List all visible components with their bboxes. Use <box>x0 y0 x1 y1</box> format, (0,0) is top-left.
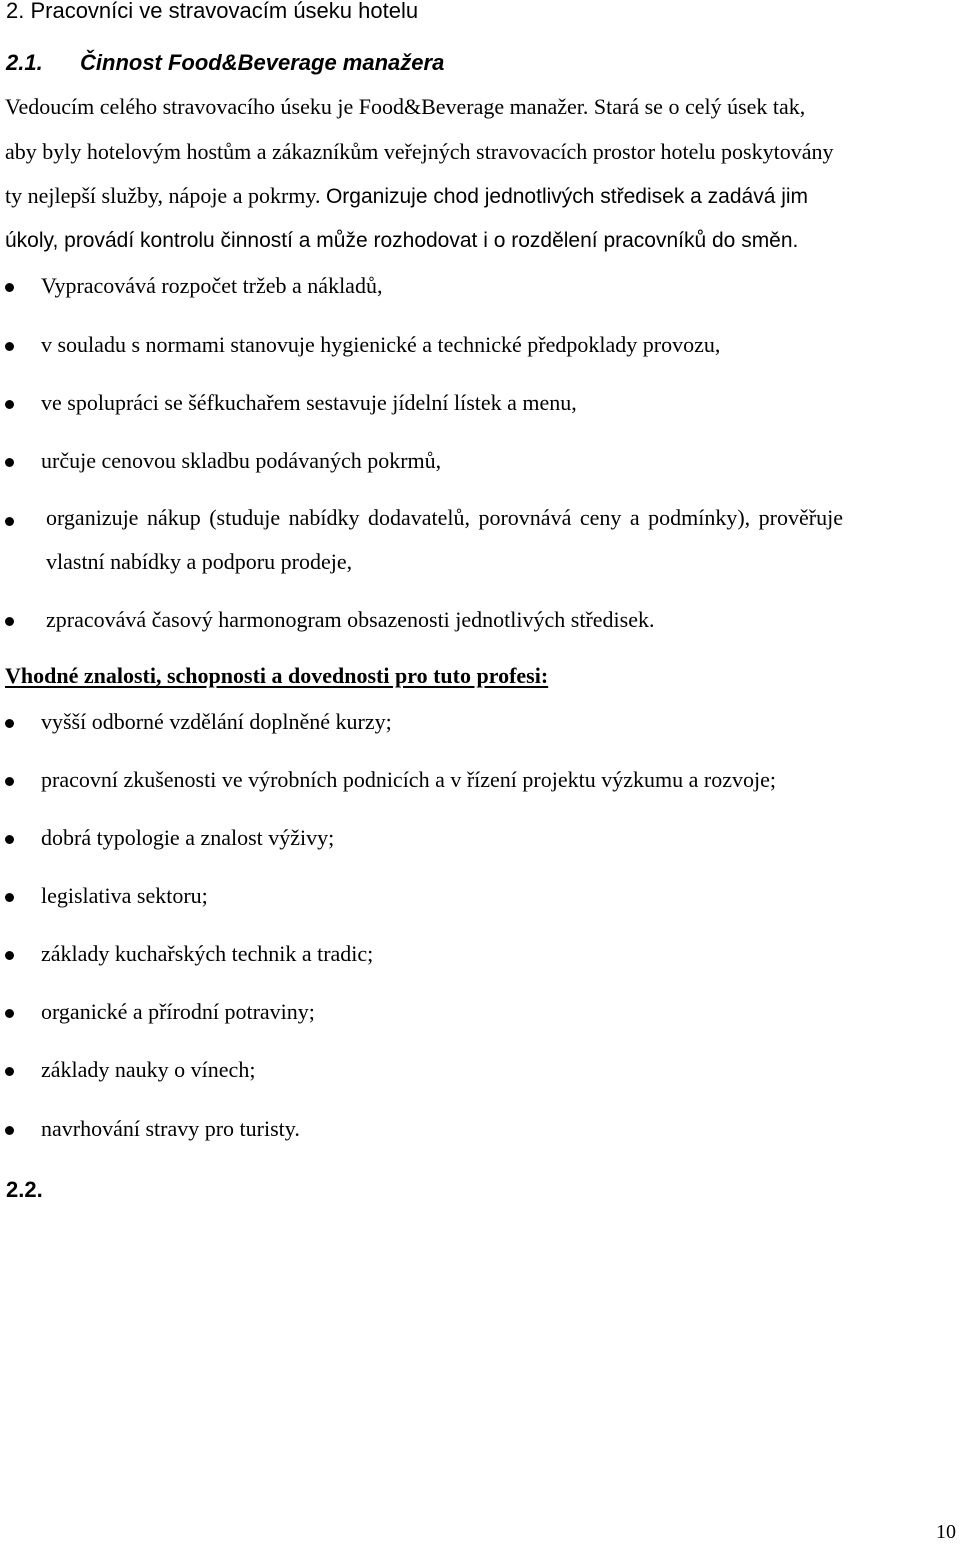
list-item-text: zpracovává časový harmonogram obsazenosti jednotlivých středisek. <box>46 607 655 632</box>
bullet-icon <box>5 951 14 960</box>
list-item-text: základy nauky o vínech; <box>41 1057 256 1082</box>
list-item-text: určuje cenovou skladbu podávaných pokrmů, <box>41 448 442 473</box>
list-item-text: organizuje nákup (studuje nabídky dodavatelů, porovnává ceny a podmínky), prověřuje <box>46 505 843 530</box>
list-item-text: základy kuchařských technik a tradic; <box>41 941 374 966</box>
bullet-icon <box>5 400 14 409</box>
paragraph-line: aby byly hotelovým hostům a zákazníkům veřejných stravovacích prostor hotelu poskytovány <box>5 139 834 164</box>
list-item-text: vlastní nabídky a podporu prodeje, <box>46 549 353 574</box>
bullet-icon <box>5 893 14 902</box>
list-item-text: legislativa sektoru; <box>41 883 208 908</box>
bullet-icon <box>5 835 14 844</box>
section-heading: 2. Pracovníci ve stravovacím úseku hotelu <box>6 0 419 23</box>
list-item-text: navrhování stravy pro turisty. <box>41 1116 300 1141</box>
list-item-text: dobrá typologie a znalost výživy; <box>41 825 335 850</box>
bullet-icon <box>5 719 14 728</box>
page-number: 10 <box>936 1521 956 1543</box>
paragraph-text: ty nejlepší služby, nápoje a pokrmy. <box>5 183 321 208</box>
bullet-icon <box>5 342 14 351</box>
list-item-text: organické a přírodní potraviny; <box>41 999 315 1024</box>
bullet-icon <box>5 1009 14 1018</box>
subsection-title: Činnost Food&Beverage manažera <box>80 50 445 75</box>
list-item-text: v souladu s normami stanovuje hygienické a technické předpoklady provozu, <box>41 332 721 357</box>
subsection-number: 2.1. <box>6 50 43 75</box>
list-item-text: pracovní zkušenosti ve výrobních podnicích a v řízení projektu výzkumu a rozvoje; <box>41 767 776 792</box>
subsection-heading <box>6 50 444 76</box>
bullet-icon <box>5 1126 14 1135</box>
list-item-text: vyšší odborné vzdělání doplněné kurzy; <box>41 709 392 734</box>
paragraph-line: Vedoucím celého stravovacího úseku je Food&Beverage manažer. Stará se o celý úsek tak, <box>5 94 806 119</box>
bullet-icon <box>5 1067 14 1076</box>
list-item-text: ve spolupráci se šéfkuchařem sestavuje jídelní lístek a menu, <box>41 390 577 415</box>
bullet-icon <box>5 517 14 526</box>
bullet-icon <box>5 458 14 467</box>
paragraph-text: Organizuje chod jednotlivých středisek a zadává jim <box>325 185 809 208</box>
bullet-icon <box>5 617 14 626</box>
list-item-text: Vypracovává rozpočet tržeb a nákladů, <box>41 273 383 298</box>
next-section-heading: 2.2. <box>6 1177 43 1202</box>
paragraph-line <box>5 227 798 253</box>
paragraph-text: úkoly, provádí kontrolu činností a může rozhodovat i o rozdělení pracovníků do směn. <box>5 229 799 252</box>
paragraph-line <box>5 183 808 209</box>
bullet-icon <box>5 283 14 292</box>
skills-heading: Vhodné znalosti, schopnosti a dovednosti pro tuto profesi: <box>5 663 549 688</box>
bullet-icon <box>5 777 14 786</box>
